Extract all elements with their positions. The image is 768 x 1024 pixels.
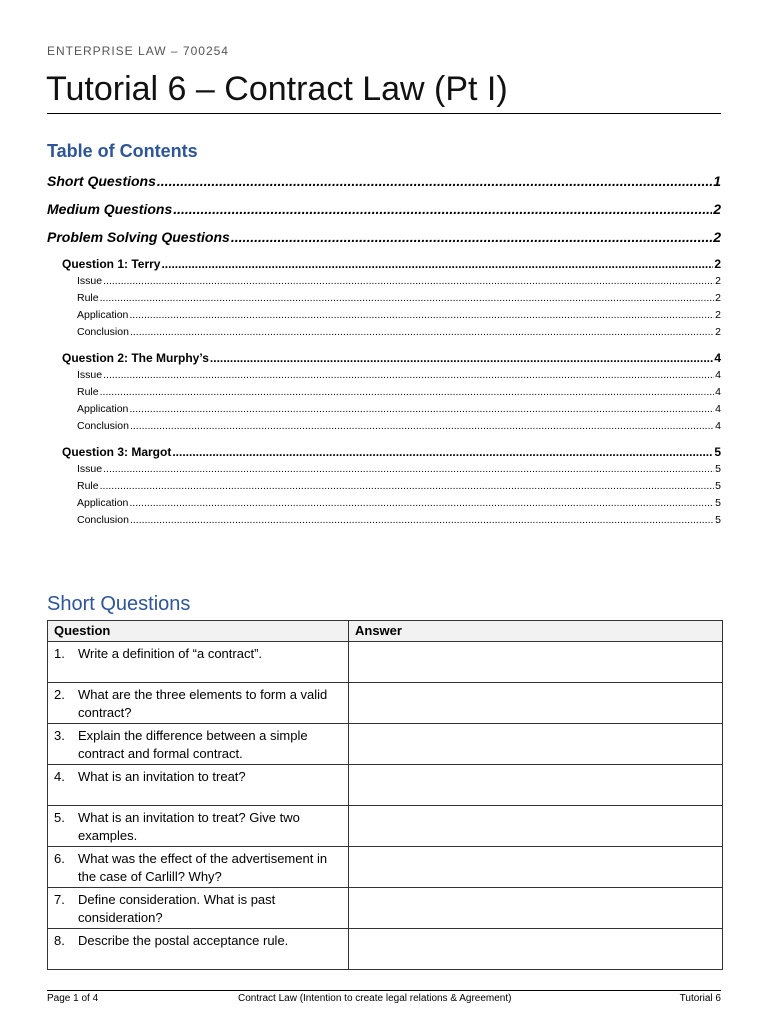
toc-entry-page: 4 bbox=[714, 351, 721, 365]
question-text: What is an invitation to treat? Give two examples. bbox=[78, 810, 300, 843]
toc-entry[interactable] bbox=[47, 173, 721, 189]
toc-entry[interactable] bbox=[77, 275, 721, 287]
table-row bbox=[48, 765, 723, 806]
toc-dot-leader bbox=[129, 497, 714, 509]
question-cell bbox=[48, 765, 349, 806]
toc-dot-leader bbox=[103, 275, 714, 287]
answer-cell[interactable] bbox=[349, 929, 723, 970]
toc-entry-label: Issue bbox=[77, 275, 103, 287]
toc-entry-page: 2 bbox=[715, 326, 721, 338]
table-row bbox=[48, 806, 723, 847]
toc-entry[interactable] bbox=[77, 403, 721, 415]
toc-entry-page: 2 bbox=[715, 275, 721, 287]
question-cell bbox=[48, 642, 349, 683]
toc-dot-leader bbox=[161, 257, 713, 271]
toc-entry-page: 4 bbox=[715, 386, 721, 398]
toc-entry[interactable] bbox=[77, 463, 721, 475]
toc-entry-label: Rule bbox=[77, 292, 99, 304]
toc-entry-label: Medium Questions bbox=[47, 201, 173, 217]
toc-dot-leader bbox=[103, 463, 714, 475]
toc-entry[interactable] bbox=[62, 257, 721, 271]
footer-course-title: Contract Law (Intention to create legal relations & Agreement) bbox=[238, 993, 512, 1004]
question-number: 4. bbox=[54, 769, 65, 784]
toc-entry-label: Conclusion bbox=[77, 326, 129, 338]
toc-entry-page: 2 bbox=[715, 292, 721, 304]
toc-entry-page: 1 bbox=[713, 173, 721, 189]
question-cell bbox=[48, 724, 349, 765]
title-divider bbox=[47, 113, 721, 114]
toc-entry-label: Question 2: The Murphy’s bbox=[62, 351, 209, 365]
question-cell bbox=[48, 806, 349, 847]
footer-tutorial-label: Tutorial 6 bbox=[679, 993, 721, 1004]
answer-cell[interactable] bbox=[349, 806, 723, 847]
toc-entry-label: Issue bbox=[77, 369, 103, 381]
toc-dot-leader bbox=[129, 403, 714, 415]
question-text: Define consideration. What is past consideration? bbox=[78, 892, 276, 925]
question-text: Describe the postal acceptance rule. bbox=[78, 933, 289, 948]
answer-column-header: Answer bbox=[349, 621, 723, 642]
question-cell bbox=[48, 888, 349, 929]
toc-entry-label: Conclusion bbox=[77, 420, 129, 432]
question-column-header: Question bbox=[48, 621, 349, 642]
toc-entry-label: Conclusion bbox=[77, 514, 129, 526]
table-row bbox=[48, 642, 723, 683]
toc-entry[interactable] bbox=[77, 309, 721, 321]
toc-entry[interactable] bbox=[77, 369, 721, 381]
toc-dot-leader bbox=[100, 292, 715, 304]
table-header-row bbox=[48, 621, 723, 642]
answer-cell[interactable] bbox=[349, 888, 723, 929]
toc-entry-label: Application bbox=[77, 497, 129, 509]
document-subtitle: ENTERPRISE LAW – 700254 bbox=[47, 44, 229, 58]
toc-entry-label: Application bbox=[77, 309, 129, 321]
footer-divider bbox=[47, 990, 721, 991]
toc-dot-leader bbox=[231, 229, 712, 245]
toc-entry-page: 5 bbox=[714, 445, 721, 459]
question-text: What is an invitation to treat? bbox=[78, 769, 246, 784]
toc-entry[interactable] bbox=[77, 480, 721, 492]
toc-entry-page: 5 bbox=[715, 514, 721, 526]
answer-cell[interactable] bbox=[349, 683, 723, 724]
answer-cell[interactable] bbox=[349, 847, 723, 888]
toc-dot-leader bbox=[157, 173, 712, 189]
toc-entry[interactable] bbox=[62, 445, 721, 459]
toc-entry-label: Application bbox=[77, 403, 129, 415]
toc-dot-leader bbox=[129, 309, 714, 321]
toc-dot-leader bbox=[130, 420, 714, 432]
toc-entry-page: 2 bbox=[713, 201, 721, 217]
table-row bbox=[48, 683, 723, 724]
question-number: 3. bbox=[54, 728, 65, 743]
toc-entry-page: 4 bbox=[715, 403, 721, 415]
toc-entry-label: Rule bbox=[77, 480, 99, 492]
toc-dot-leader bbox=[130, 326, 714, 338]
toc-entry[interactable] bbox=[47, 201, 721, 217]
toc-dot-leader bbox=[172, 445, 713, 459]
question-cell bbox=[48, 929, 349, 970]
table-row bbox=[48, 847, 723, 888]
toc-dot-leader bbox=[130, 514, 714, 526]
toc-heading: Table of Contents bbox=[47, 141, 198, 161]
toc-entry-page: 5 bbox=[715, 480, 721, 492]
document-title: Tutorial 6 – Contract Law (Pt I) bbox=[46, 70, 508, 108]
toc-entry[interactable] bbox=[77, 514, 721, 526]
question-text: Explain the difference between a simple contract and formal contract. bbox=[78, 728, 308, 761]
toc-entry-page: 4 bbox=[715, 369, 721, 381]
question-number: 6. bbox=[54, 851, 65, 866]
table-row bbox=[48, 888, 723, 929]
toc-entry-label: Issue bbox=[77, 463, 103, 475]
toc-entry-label: Short Questions bbox=[47, 173, 156, 189]
toc-entry-label: Problem Solving Questions bbox=[47, 229, 230, 245]
question-cell bbox=[48, 847, 349, 888]
toc-entry-label: Rule bbox=[77, 386, 99, 398]
question-number: 5. bbox=[54, 810, 65, 825]
toc-entry-page: 2 bbox=[714, 257, 721, 271]
table-row bbox=[48, 724, 723, 765]
toc-entry[interactable] bbox=[47, 229, 721, 245]
toc-entry[interactable] bbox=[77, 326, 721, 338]
answer-cell[interactable] bbox=[349, 642, 723, 683]
question-text: Write a definition of “a contract”. bbox=[78, 646, 263, 661]
toc-dot-leader bbox=[210, 351, 713, 365]
toc-entry[interactable] bbox=[77, 292, 721, 304]
toc-entry[interactable] bbox=[77, 386, 721, 398]
answer-cell[interactable] bbox=[349, 724, 723, 765]
toc-entry[interactable] bbox=[77, 497, 721, 509]
toc-entry-page: 2 bbox=[713, 229, 721, 245]
toc-entry[interactable] bbox=[77, 420, 721, 432]
table-row bbox=[48, 929, 723, 970]
question-number: 7. bbox=[54, 892, 65, 907]
toc-dot-leader bbox=[100, 480, 715, 492]
toc-entry-page: 5 bbox=[715, 463, 721, 475]
short-questions-heading: Short Questions bbox=[47, 593, 191, 615]
question-number: 1. bbox=[54, 646, 65, 661]
toc-entry-page: 5 bbox=[715, 497, 721, 509]
toc-entry-label: Question 1: Terry bbox=[62, 257, 161, 271]
toc-entry-page: 2 bbox=[715, 309, 721, 321]
toc-entry-page: 4 bbox=[715, 420, 721, 432]
toc-dot-leader bbox=[103, 369, 714, 381]
answer-cell[interactable] bbox=[349, 765, 723, 806]
question-text: What are the three elements to form a valid contract? bbox=[78, 687, 328, 720]
question-number: 8. bbox=[54, 933, 65, 948]
toc-dot-leader bbox=[173, 201, 712, 217]
question-cell bbox=[48, 683, 349, 724]
toc-dot-leader bbox=[100, 386, 715, 398]
question-text: What was the effect of the advertisement in the case of Carlill? Why? bbox=[78, 851, 328, 884]
toc-entry-label: Question 3: Margot bbox=[62, 445, 172, 459]
toc-entry[interactable] bbox=[62, 351, 721, 365]
short-questions-table bbox=[47, 620, 723, 970]
footer-page-number: Page 1 of 4 bbox=[47, 993, 99, 1004]
question-number: 2. bbox=[54, 687, 65, 702]
